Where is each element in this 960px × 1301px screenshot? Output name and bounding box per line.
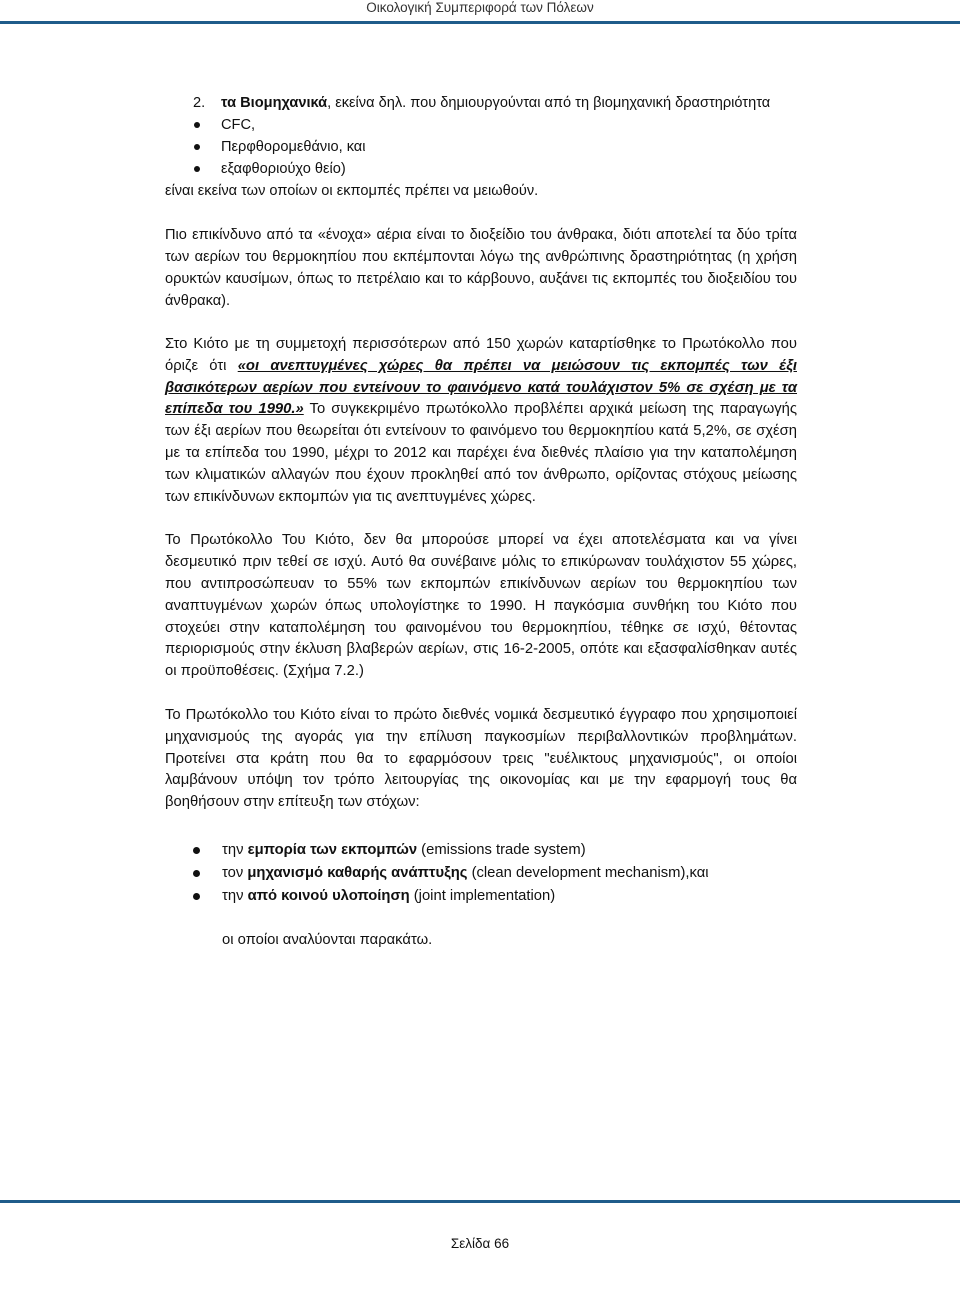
paragraph-ratification: Το Πρωτόκολλο Του Κιότο, δεν θα μπορούσε μπορεί να έχει αποτελέσματα και να γίνει δεσμευτικό πριν τεθεί σε ισχύ. Αυτό θα συνέβαινε μόλις το επικύρωναν τουλάχιστον 55 χώρες, που αντιπροσώπευαν το 55% των εκπομπών επικίνδυνων αερίων του θερμοκηπίου των αναπτυγμένων χωρών όπως υπολογίστηκε το 1990. Η παγκόσμια συνθήκη του Κιότο που στοχεύει στην καταπολέμηση του φαινομένου του θερμοκηπίου, τέθηκε σε ισχύ, θέτοντας περιορισμούς στην έκλυση βλαβερών αερίων, στις 16-2-2005, οπότε και εξασφαλίσθηκαν αυτές οι προϋποθέσεις. (Σχήμα 7.2.) [165,532,797,680]
list-conclusion: είναι εκείνα των οποίων οι εκπομπές πρέπει να μειωθούν. [165,183,539,199]
list-item-2 [193,92,797,114]
mechanisms-list [165,839,797,908]
document-body [165,92,797,952]
paragraph-intro: Στο Κιότο με τη συμμετοχή περισσότερων από 150 χωρών καταρτίσθηκε το Πρωτόκολλο που όριζε ότι [165,336,797,374]
footer-rule [0,1200,960,1203]
list-item: Περφθορομεθάνιο, και [165,136,797,158]
paragraph-co2: Πιο επικίνδυνο από τα «ένοχα» αέρια είναι το διοξείδιο του άνθρακα, διότι αποτελεί τα δύο τρίτα των αερίων του θερμοκηπίου που εκπέμπονται λόγω της ανθρώπινης δραστηριότητας (η χρήση ορυκτών καυσίμων, όπως το πετρέλαιο και το κάρβουνο, αυξάνει τις εκπομπές του διοξειδίου του άνθρακα). [165,227,797,309]
page-footer [0,1236,960,1251]
page-number: Σελίδα 66 [450,1236,510,1251]
list-number: 2. [193,95,206,111]
list-item: τον μηχανισμό καθαρής ανάπτυξης (clean development mechanism),και [165,862,797,885]
list-item: εξαφθοριούχο θείο) [165,158,797,180]
paragraph-rest: Το συγκεκριμένο πρωτόκολλο προβλέπει αρχικά μείωση της παραγωγής των έξι αερίων που θεωρείται ότι εντείνουν το φαινόμενο του θερμοκηπίου κατά 5,2%, σε σχέση με τα επίπεδα του 1990, μέχρι το 2012 και παρέχει ένα διεθνές πλαίσιο για την καταπολέμηση των κλιματικών αλλαγών που έχουν προκληθεί από τον άνθρωπο, ορίζοντας στόχους μείωσης των επικίνδυνων εκπομπών για τις ανεπτυγμένες χώρες. [165,401,797,505]
list-item: την από κοινού υλοποίηση (joint implementation) [165,885,797,908]
paragraph-mechanisms: Το Πρωτόκολλο του Κιότο είναι το πρώτο διεθνές νομικά δεσμευτικό έγγραφο που χρησιμοποιεί μηχανισμούς της αγοράς για την επίλυση παγκοσμίων περιβαλλοντικών προβλημάτων. Προτείνει στα κράτη που θα το εφαρμόσουν τρεις "ευέλικτους μηχανισμούς", οι οποίοι λαμβάνουν υπόψη τον τρόπο λειτουργίας της οικονομίας και με την εφαρμογή τους θα βοηθήσουν στην επίτευξη των στόχων: [165,706,797,811]
closing-line: οι οποίοι αναλύονται παρακάτω. [222,931,433,948]
list-item: την εμπορία των εκπομπών (emissions trade system) [165,839,797,862]
protocol-quote: «οι ανεπτυγμένες χώρες θα πρέπει να μειώσουν τις εκπομπές των έξι βασικότερων αερίων που εντείνουν το φαινόμενο κατά τουλάχιστον 5% σε σχέση με τα επίπεδα του 1990.» [165,357,797,418]
list-item-text: , εκείνα δηλ. που δημιουργούνται από τη βιομηχανική δραστηριότητα [327,95,771,111]
list-item-bold-lead: τα Βιομηχανικά [221,95,328,111]
list-item: CFC, [165,114,797,136]
gas-sublist [165,114,797,180]
header-title: Οικολογική Συμπεριφορά των Πόλεων [366,0,594,15]
paragraph-kyoto-protocol [165,334,797,508]
page-header [0,0,960,16]
header-rule [0,21,960,24]
